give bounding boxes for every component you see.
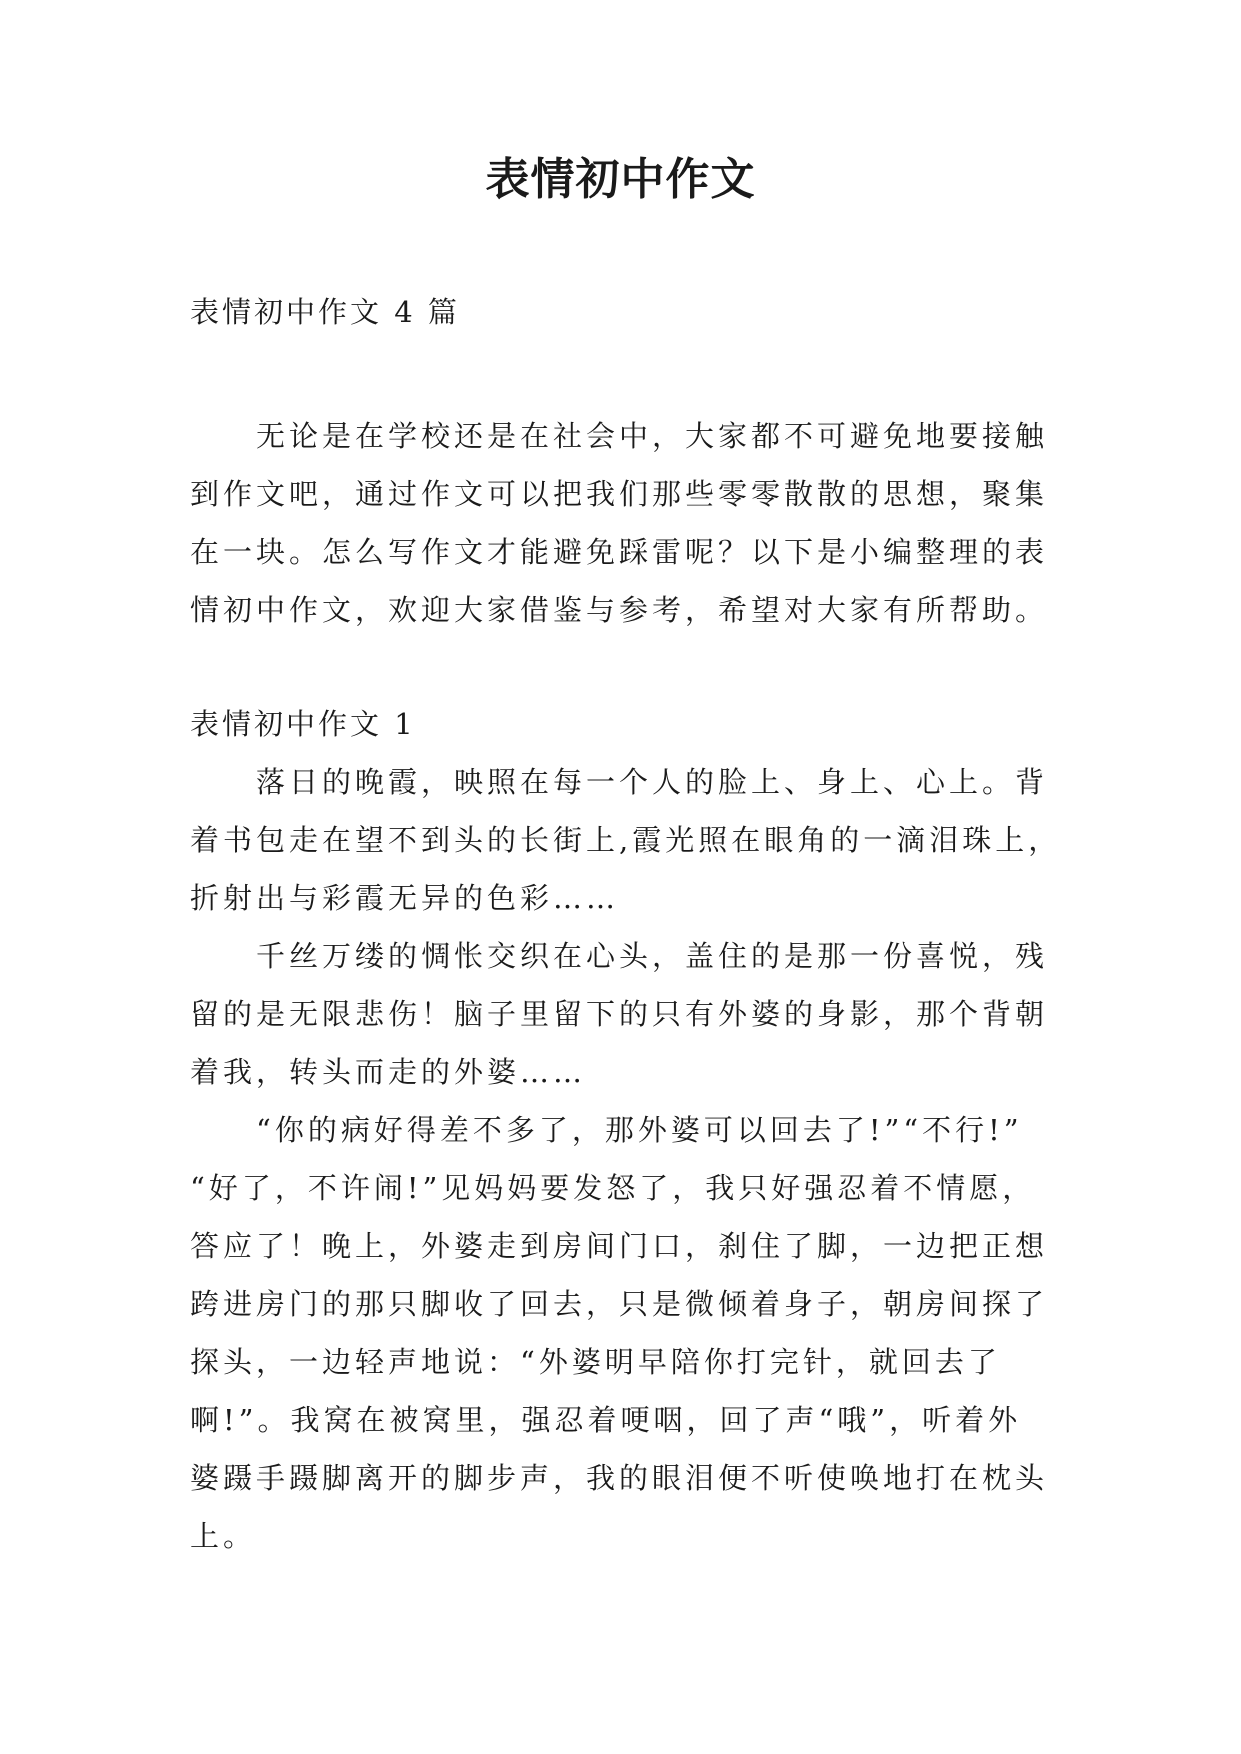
- essay-heading: 表情初中作文 1: [190, 707, 416, 741]
- text-line: “你的病好得差不多了，那外婆可以回去了!”“不行!”: [256, 1113, 1023, 1147]
- text-line: 情初中作文，欢迎大家借鉴与参考，希望对大家有所帮助。: [190, 593, 1049, 627]
- text-line: 留的是无限悲伤！脑子里留下的只有外婆的身影，那个背朝: [190, 997, 1049, 1031]
- text-line: 婆蹑手蹑脚离开的脚步声，我的眼泪便不听使唤地打在枕头: [190, 1461, 1049, 1495]
- text-line: 探头，一边轻声地说：“外婆明早陪你打完针，就回去了: [190, 1345, 1001, 1379]
- text-line: 着我，转头而走的外婆……: [190, 1055, 587, 1089]
- intro-paragraph: [190, 407, 1050, 639]
- text-line: 千丝万缕的惆怅交织在心头，盖住的是那一份喜悦，残: [256, 939, 1049, 973]
- text-line: 答应了！晚上，外婆走到房间门口，刹住了脚，一边把正想: [190, 1229, 1049, 1263]
- text-line: 上。: [190, 1519, 257, 1553]
- document-subtitle: 表情初中作文 4 篇: [190, 295, 460, 329]
- essay-section: [190, 695, 1062, 1565]
- text-line: 落日的晚霞，映照在每一个人的脸上、身上、心上。背: [256, 765, 1049, 799]
- text-line: 到作文吧，通过作文可以把我们那些零零散散的思想，聚集: [190, 477, 1049, 511]
- text-line: 着书包走在望不到头的长街上,霞光照在眼角的一滴泪珠上，: [190, 823, 1062, 857]
- text-line: 啊!”。我窝在被窝里，强忍着哽咽，回了声“哦”，听着外: [190, 1403, 1022, 1437]
- text-line: 无论是在学校还是在社会中，大家都不可避免地要接触: [256, 419, 1049, 453]
- text-line: 折射出与彩霞无异的色彩……: [190, 881, 620, 915]
- text-line: 跨进房门的那只脚收了回去，只是微倾着身子，朝房间探了: [190, 1287, 1049, 1321]
- document-title: 表情初中作文: [485, 154, 756, 205]
- text-line: “好了，不许闹!”见妈妈要发怒了，我只好强忍着不情愿，: [190, 1171, 1036, 1205]
- text-line: 在一块。怎么写作文才能避免踩雷呢？以下是小编整理的表: [190, 535, 1049, 569]
